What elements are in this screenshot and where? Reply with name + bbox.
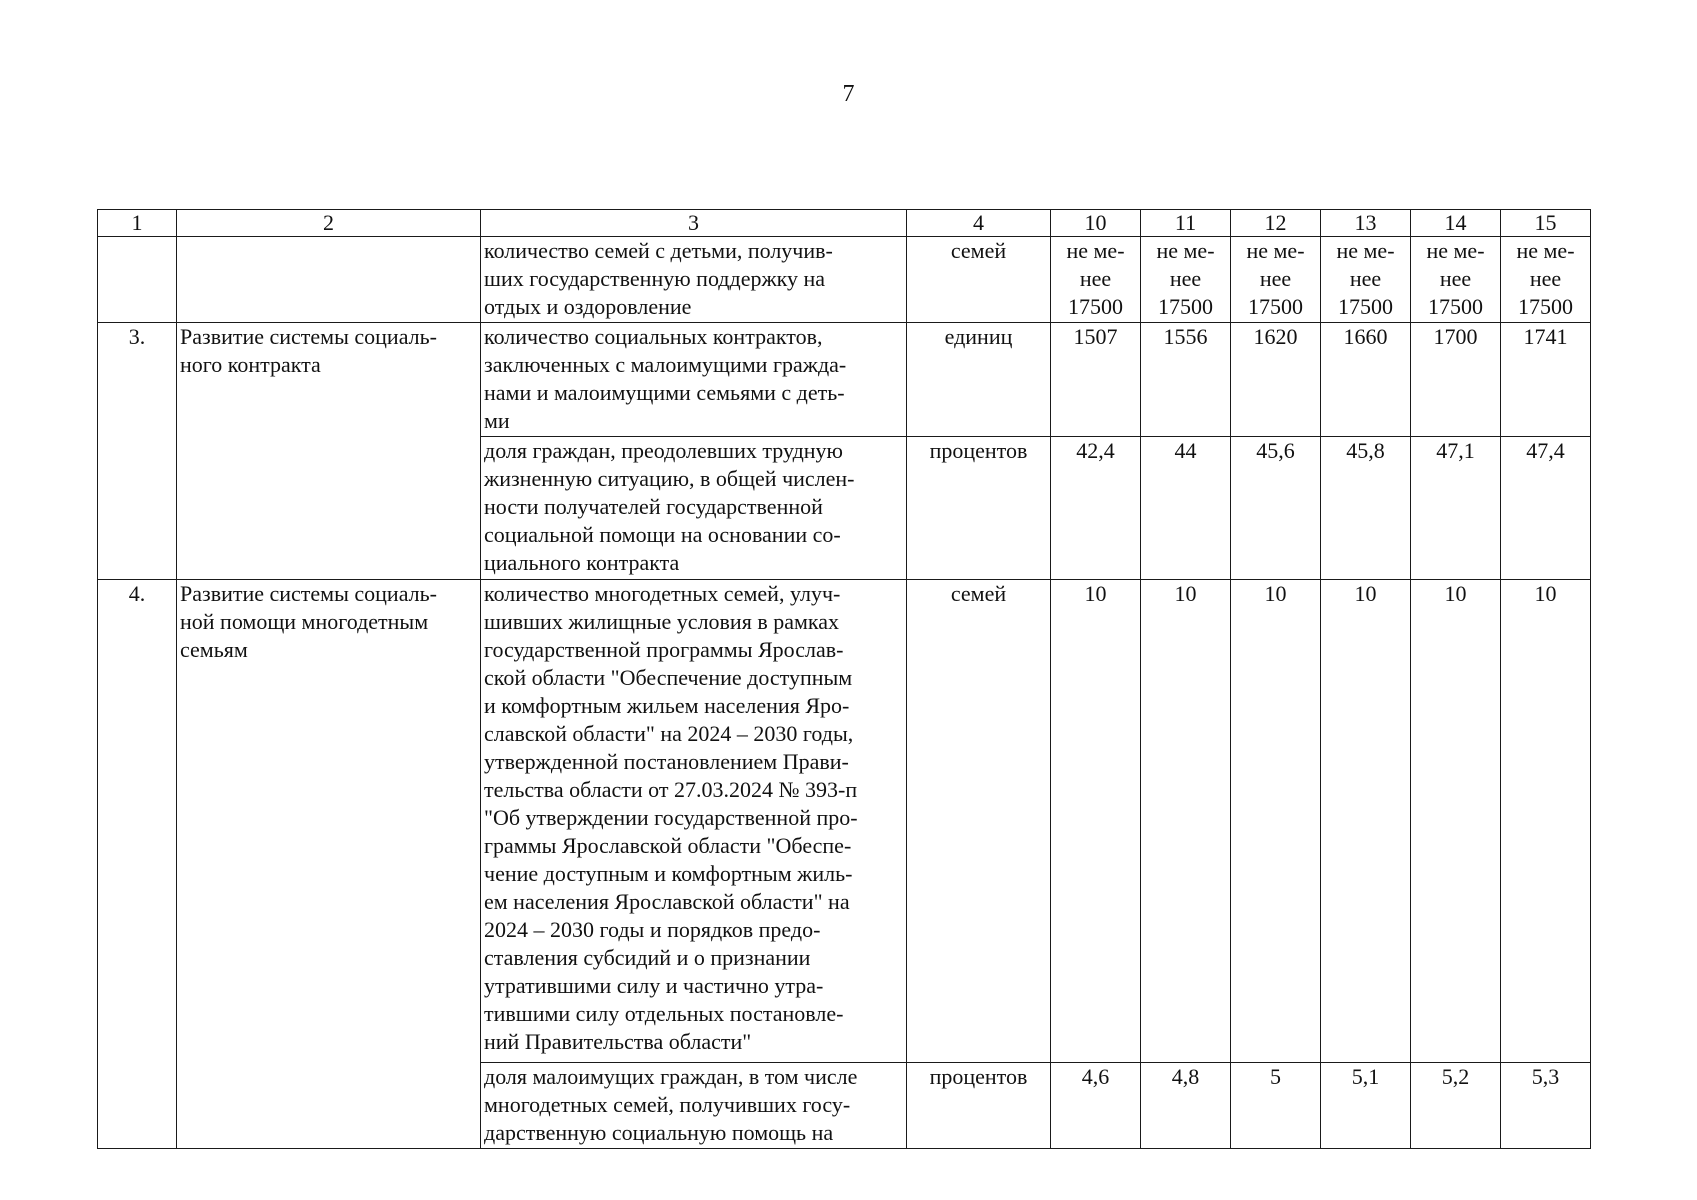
column-number: 3 [481, 210, 907, 237]
value-line: 17500 [1338, 294, 1393, 319]
column-number-row [98, 210, 1591, 237]
indicator-line: "Об утверждении государственной про- [484, 805, 858, 830]
indicator-line: ставления субсидий и о признании [484, 945, 811, 970]
value-cell: 42,4 [1051, 437, 1141, 580]
value-cell: 5 [1231, 1063, 1321, 1149]
unit-cell: процентов [907, 1063, 1051, 1149]
table-row [98, 580, 1591, 1063]
indicator-line: доля граждан, преодолевших трудную [484, 438, 843, 463]
column-number: 10 [1051, 210, 1141, 237]
value-cell: 10 [1411, 580, 1501, 1063]
value-cell [1321, 237, 1411, 323]
task-title-cell [177, 323, 481, 580]
row-number-cell: 3. [98, 323, 177, 580]
task-title-cell [177, 237, 481, 323]
task-title-line: Развитие системы социаль- [180, 581, 437, 606]
value-cell: 10 [1231, 580, 1321, 1063]
unit-cell: семей [907, 237, 1051, 323]
indicator-line: шивших жилищные условия в рамках [484, 609, 840, 634]
value-cell: 44 [1141, 437, 1231, 580]
task-title-cell [177, 580, 481, 1149]
column-number: 14 [1411, 210, 1501, 237]
indicator-line: социальной помощи на основании со- [484, 522, 841, 547]
task-title-line: семьям [180, 637, 248, 662]
value-cell: 4,6 [1051, 1063, 1141, 1149]
value-cell [1141, 237, 1231, 323]
unit-cell: единиц [907, 323, 1051, 437]
value-cell [1501, 237, 1591, 323]
value-cell [1411, 237, 1501, 323]
indicator-line: ности получателей государственной [484, 494, 823, 519]
indicator-line: тельства области от 27.03.2024 № 393-п [484, 777, 858, 802]
value-line: не ме- [1246, 238, 1305, 263]
value-cell: 1700 [1411, 323, 1501, 437]
task-title-line: Развитие системы социаль- [180, 324, 437, 349]
column-number: 4 [907, 210, 1051, 237]
value-line: нее [1349, 266, 1382, 291]
value-line: нее [1079, 266, 1112, 291]
value-cell: 47,1 [1411, 437, 1501, 580]
value-line: нее [1439, 266, 1472, 291]
indicator-line: чение доступным и комфортным жиль- [484, 861, 853, 886]
value-line: нее [1169, 266, 1202, 291]
indicator-line: государственной программы Ярослав- [484, 637, 844, 662]
row-number-cell: 4. [98, 580, 177, 1149]
value-cell: 1741 [1501, 323, 1591, 437]
indicator-line: многодетных семей, получивших госу- [484, 1092, 851, 1117]
value-line: 17500 [1158, 294, 1213, 319]
indicator-line: циального контракта [484, 550, 680, 575]
value-line: 17500 [1248, 294, 1303, 319]
value-line: не ме- [1066, 238, 1125, 263]
indicator-line: количество многодетных семей, улуч- [484, 581, 841, 606]
value-cell: 1556 [1141, 323, 1231, 437]
value-line: не ме- [1336, 238, 1395, 263]
indicator-line: и комфортным жильем населения Яро- [484, 693, 850, 718]
indicator-line: 2024 – 2030 годы и порядков предо- [484, 917, 821, 942]
value-cell: 45,6 [1231, 437, 1321, 580]
indicator-line: тившими силу отдельных постановле- [484, 1001, 844, 1026]
column-number: 11 [1141, 210, 1231, 237]
indicator-cell [481, 1063, 907, 1149]
indicator-line: жизненную ситуацию, в общей числен- [484, 466, 855, 491]
value-line: не ме- [1426, 238, 1485, 263]
indicator-line: ми [484, 408, 510, 433]
indicator-line: дарственную социальную помощь на [484, 1120, 834, 1145]
indicator-line: ших государственную поддержку на [484, 266, 826, 291]
value-cell: 5,2 [1411, 1063, 1501, 1149]
value-line: 17500 [1428, 294, 1483, 319]
value-cell: 1660 [1321, 323, 1411, 437]
value-cell: 10 [1051, 580, 1141, 1063]
unit-cell: процентов [907, 437, 1051, 580]
indicator-line: утвержденной постановлением Прави- [484, 749, 849, 774]
page-number: 7 [842, 81, 855, 107]
column-number: 13 [1321, 210, 1411, 237]
table-row [98, 237, 1591, 323]
value-line: не ме- [1156, 238, 1215, 263]
indicator-line: ний Правительства области" [484, 1029, 752, 1054]
indicator-line: граммы Ярославской области "Обеспе- [484, 833, 852, 858]
unit-cell: семей [907, 580, 1051, 1063]
value-cell: 10 [1501, 580, 1591, 1063]
value-cell: 45,8 [1321, 437, 1411, 580]
indicator-line: отдых и оздоровление [484, 294, 692, 319]
indicator-cell [481, 580, 907, 1063]
value-cell [1231, 237, 1321, 323]
indicator-line: доля малоимущих граждан, в том числе [484, 1064, 858, 1089]
task-title-line: ного контракта [180, 352, 321, 377]
value-cell: 10 [1321, 580, 1411, 1063]
value-cell: 1507 [1051, 323, 1141, 437]
indicator-line: количество семей с детьми, получив- [484, 238, 833, 263]
indicator-line: количество социальных контрактов, [484, 324, 823, 349]
value-line: 17500 [1518, 294, 1573, 319]
task-title-line: ной помощи многодетным [180, 609, 429, 634]
value-cell: 10 [1141, 580, 1231, 1063]
indicator-line: нами и малоимущими семьями с деть- [484, 380, 845, 405]
value-cell: 4,8 [1141, 1063, 1231, 1149]
value-line: не ме- [1516, 238, 1575, 263]
value-cell [1051, 237, 1141, 323]
indicator-cell [481, 237, 907, 323]
indicator-line: ем населения Ярославской области" на [484, 889, 850, 914]
value-line: 17500 [1068, 294, 1123, 319]
column-number: 15 [1501, 210, 1591, 237]
indicator-cell [481, 437, 907, 580]
column-number: 12 [1231, 210, 1321, 237]
value-cell: 5,1 [1321, 1063, 1411, 1149]
column-number: 2 [177, 210, 481, 237]
row-number-cell [98, 237, 177, 323]
value-line: нее [1259, 266, 1292, 291]
value-line: нее [1529, 266, 1562, 291]
value-cell: 1620 [1231, 323, 1321, 437]
indicator-line: заключенных с малоимущими гражда- [484, 352, 847, 377]
value-cell: 47,4 [1501, 437, 1591, 580]
indicator-line: славской области" на 2024 – 2030 годы, [484, 721, 854, 746]
indicator-line: ской области "Обеспечение доступным [484, 665, 853, 690]
indicator-cell [481, 323, 907, 437]
indicator-line: утратившими силу и частично утра- [484, 973, 824, 998]
indicators-table [97, 209, 1591, 1149]
value-cell: 5,3 [1501, 1063, 1591, 1149]
column-number: 1 [98, 210, 177, 237]
table-row [98, 323, 1591, 437]
